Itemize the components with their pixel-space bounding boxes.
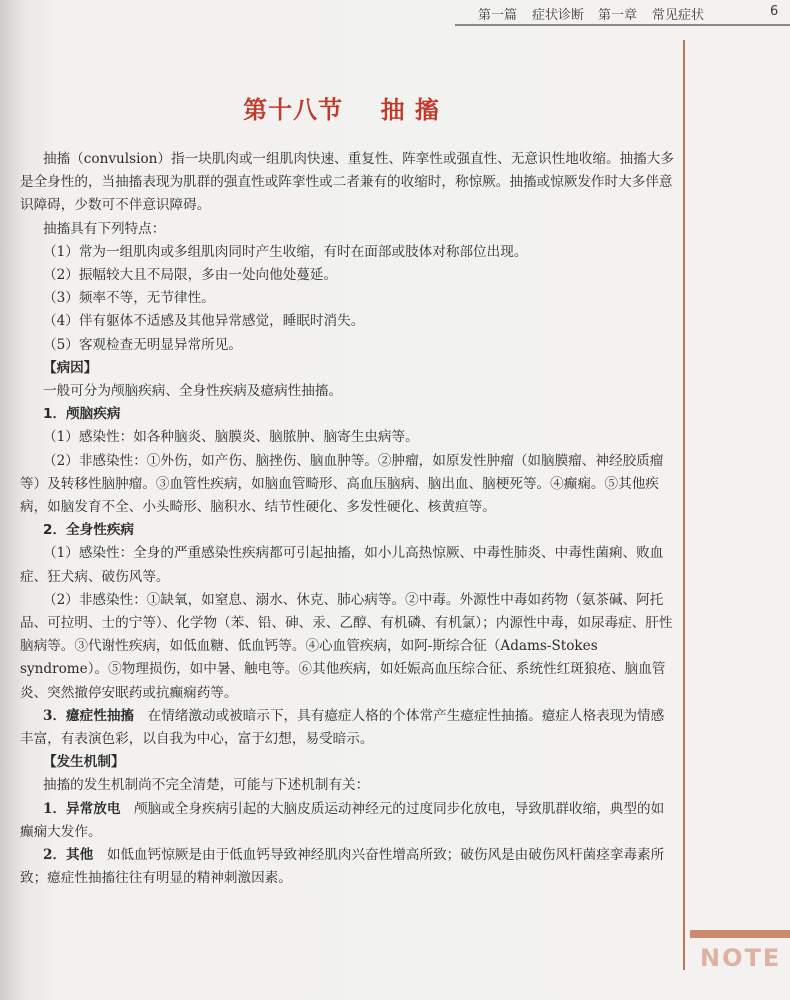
etiology-s2-item: （1）感染性：全身的严重感染性疾病都可引起抽搐，如小儿高热惊厥、中毒性肺炎、中毒性菌痢、败血症、狂犬病、破伤风等。 <box>20 545 664 585</box>
feature-item: （2）振幅较大且不局限，多由一处向他处蔓延。 <box>43 267 338 284</box>
mechanism-item-2 <box>20 844 675 890</box>
features-lead: 抽搐具有下列特点： <box>43 220 166 237</box>
etiology-s1-item: （2）非感染性：①外伤，如产伤、脑挫伤、脑血肿等。②肿瘤，如原发性肿瘤（如脑膜瘤、神经胶质瘤等）及转移性脑肿瘤。③血管性疾病，如脑血管畸形、高血压脑病、脑出血、脑梗死等。④癫痫。⑤其他疾病，如脑发育不全、小头畸形、脑积水、结节性硬化、多发性硬化、核黄疸等。 <box>20 452 664 516</box>
header-part: 第一篇 <box>478 8 518 23</box>
feature-item: （3）频率不等，无节律性。 <box>43 290 215 307</box>
header-rule <box>455 24 790 26</box>
mechanism-m2-text: 如低血钙惊厥是由于低血钙导致神经肌肉兴奋性增高所致；破伤风是由破伤风杆菌痉挛毒素所致；癔症性抽搐往往有明显的精神刺激因素。 <box>20 847 665 887</box>
feature-item: （5）客观检查无明显异常所见。 <box>43 336 242 353</box>
etiology-s3-text: 在情绪激动或被暗示下，具有癔症人格的个体常产生癔症性抽搐。癔症人格表现为情感丰富，有表演色彩，以自我为中心，富于幻想，易受暗示。 <box>20 707 665 748</box>
etiology-intro: 一般可分为颅脑疾病、全身性疾病及癔病性抽搐。 <box>43 383 343 400</box>
mechanism-m1-title: 1．异常放电 <box>43 800 121 817</box>
section-title <box>0 90 683 125</box>
mechanism-m2-title: 2．其他 <box>43 847 94 864</box>
page-number: 6 <box>770 4 779 19</box>
etiology-heading: 【病因】 <box>43 359 98 376</box>
header-chapter: 第一章 <box>598 8 638 23</box>
etiology-s2-title: 2．全身性疾病 <box>43 522 135 539</box>
margin-rule <box>683 40 685 970</box>
etiology-s3-title: 3．癔症性抽搐 <box>43 707 135 724</box>
intro-paragraph: 抽搐（convulsion）指一块肌肉或一组肌肉快速、重复性、阵挛性或强直性、无意识性地收缩。抽搐大多是全身性的，当抽搐表现为肌群的强直性或阵挛性或二者兼有的收缩时，称惊厥。抽搐或惊厥发作时大多伴意识障碍，少数可不伴意识障碍。 <box>20 151 674 214</box>
etiology-s1-title: 1．颅脑疾病 <box>43 406 121 423</box>
feature-item: （1）常为一组肌肉或多组肌肉同时产生收缩，有时在面部或肢体对称部位出现。 <box>43 243 528 260</box>
mechanism-intro: 抽搐的发生机制尚不完全清楚，可能与下述机制有关： <box>43 777 370 794</box>
etiology-s2-item: （2）非感染性：①缺氧，如窒息、溺水、休克、肺心病等。②中毒。外源性中毒如药物（氨茶碱、阿托品、可拉明、士的宁等）、化学物（苯、铅、砷、汞、乙醇、有机磷、有机氯）；内源性中毒，如尿毒症、肝性脑病等。③代谢性疾病，如低血糖、低血钙等。④心血管疾病，如阿-斯综合征（Adams-Stokes syndrome）。⑤物理损伤，如中暑、触电等。⑥其他疾病，如妊娠高血压综合征、系统性红斑狼疮、脑血管炎、突然撤停安眠药或抗癫痫药等。 <box>20 591 673 701</box>
header-chapter-title: 常见症状 <box>652 8 705 23</box>
running-header <box>0 0 790 24</box>
etiology-s3 <box>20 705 675 751</box>
section-name: 抽 搐 <box>380 96 440 124</box>
body-text <box>20 148 675 891</box>
header-part-title: 症状诊断 <box>532 8 585 23</box>
feature-item: （4）伴有躯体不适感及其他异常感觉，睡眠时消失。 <box>43 313 365 330</box>
note-bar <box>690 930 790 938</box>
mechanism-item-1 <box>20 798 675 844</box>
mechanism-m1-text: 颅脑或全身疾病引起的大脑皮质运动神经元的过度同步化放电，导致肌群收缩，典型的如癫痫大发作。 <box>20 800 665 840</box>
etiology-s1-item: （1）感染性：如各种脑炎、脑膜炎、脑脓肿、脑寄生虫病等。 <box>43 429 419 446</box>
section-number: 第十八节 <box>243 96 344 124</box>
note-label: NOTE <box>700 944 782 972</box>
mechanism-heading: 【发生机制】 <box>43 754 125 771</box>
